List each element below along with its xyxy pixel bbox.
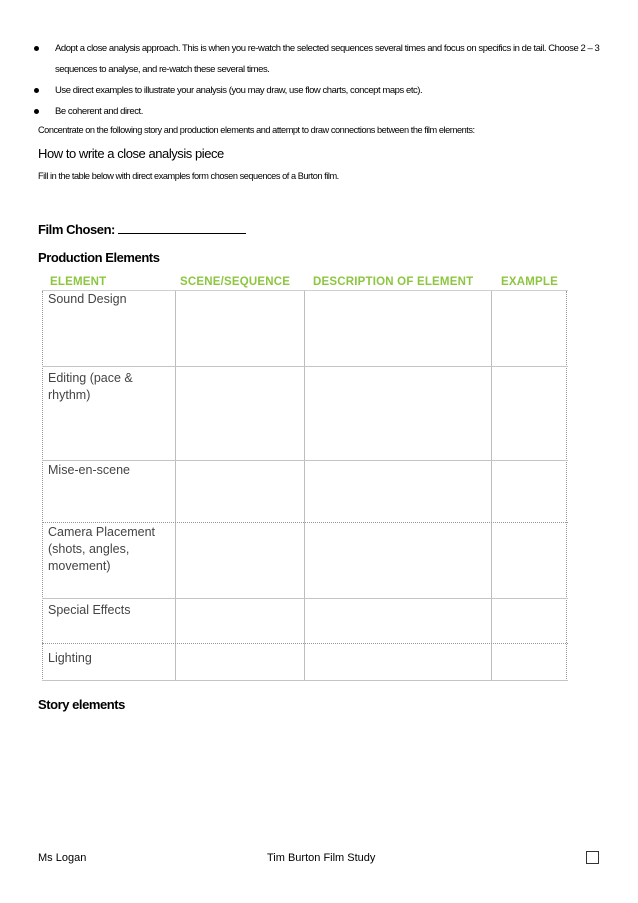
column-divider xyxy=(491,291,492,681)
production-heading: Production Elements xyxy=(38,250,160,265)
row-divider xyxy=(42,680,568,681)
film-chosen-field xyxy=(38,222,246,237)
column-divider xyxy=(304,291,305,681)
howto-heading: How to write a close analysis piece xyxy=(38,146,224,161)
list-item xyxy=(34,101,614,122)
bullet-text: Adopt a close analysis approach. This is when you re-watch the selected sequences several times and focus on specifics in de tail. Choose 2 – 3 sequences to analyse, and re-watch these several times. xyxy=(55,43,600,75)
row-special-effects: Special Effects xyxy=(48,603,131,617)
header-description: DESCRIPTION OF ELEMENT xyxy=(313,276,474,288)
row-camera-placement: Camera Placement (shots, angles, movement) xyxy=(48,525,155,573)
row-divider xyxy=(42,460,568,461)
bullet-icon xyxy=(34,88,39,93)
column-divider xyxy=(42,291,43,681)
row-divider xyxy=(42,522,568,523)
header-scene-sequence: SCENE/SEQUENCE xyxy=(180,276,291,288)
fillin-text: Fill in the table below with direct examples form chosen sequences of a Burton film. xyxy=(38,171,339,181)
column-divider xyxy=(566,291,567,681)
list-item xyxy=(34,80,614,101)
row-divider xyxy=(42,366,568,367)
list-item xyxy=(34,38,614,80)
instruction-list xyxy=(34,38,614,122)
header-example: EXAMPLE xyxy=(501,276,558,288)
film-chosen-blank[interactable] xyxy=(118,223,246,234)
footer-author: Ms Logan xyxy=(38,852,87,864)
row-sound-design: Sound Design xyxy=(48,292,127,306)
row-mise-en-scene: Mise-en-scene xyxy=(48,463,130,477)
film-chosen-label: Film Chosen: xyxy=(38,222,115,237)
row-editing: Editing (pace & rhythm) xyxy=(48,371,133,402)
row-divider xyxy=(42,643,568,644)
header-element: ELEMENT xyxy=(50,276,107,288)
production-table xyxy=(42,271,568,681)
bullet-icon xyxy=(34,46,39,51)
footer-checkbox[interactable] xyxy=(586,851,599,864)
bullet-text: Use direct examples to illustrate your analysis (you may draw, use flow charts, concept maps etc). xyxy=(55,85,423,96)
concentrate-text: Concentrate on the following story and production elements and attempt to draw connections between the film elements: xyxy=(38,125,475,135)
bullet-icon xyxy=(34,109,39,114)
bullet-text: Be coherent and direct. xyxy=(55,106,143,117)
column-divider xyxy=(175,291,176,681)
row-divider xyxy=(42,598,568,599)
story-heading: Story elements xyxy=(38,697,125,712)
row-lighting: Lighting xyxy=(48,651,92,665)
footer-title: Tim Burton Film Study xyxy=(267,852,376,864)
